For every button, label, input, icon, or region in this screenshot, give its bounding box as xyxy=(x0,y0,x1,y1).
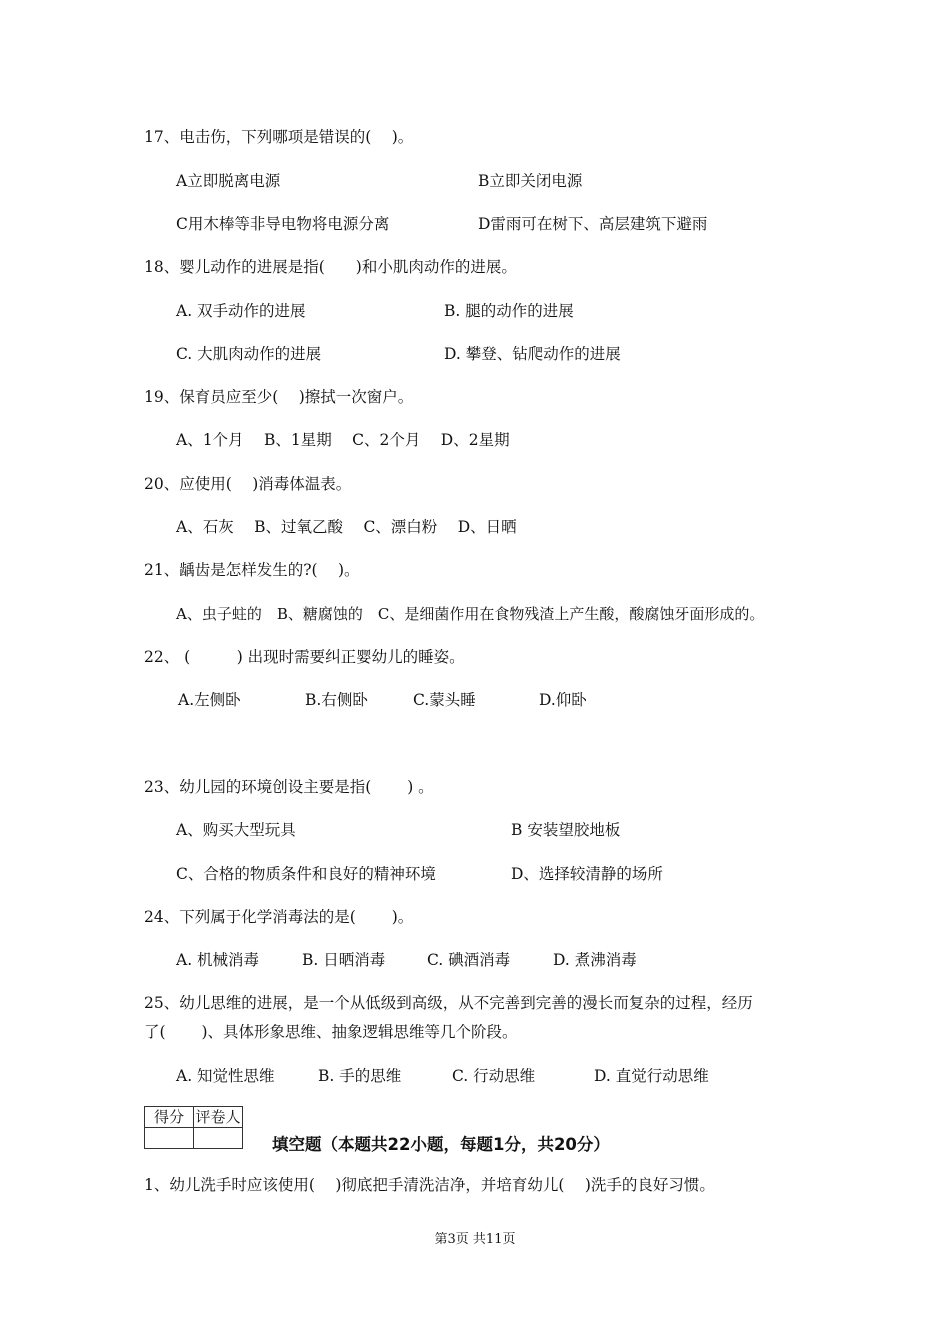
question-22-option-a: A.左侧卧 xyxy=(178,691,241,709)
score-cell xyxy=(145,1128,194,1149)
question-25-option-a: A. 知觉性思维 xyxy=(176,1067,275,1085)
question-20-options: A、石灰 B、过氧乙酸 C、漂白粉 D、日晒 xyxy=(176,518,517,536)
section-title: 填空题（本题共22小题，每题1分，共20分） xyxy=(272,1135,610,1154)
question-19-options: A、1个月 B、1星期 C、2个月 D、2星期 xyxy=(176,431,510,449)
score-header: 得分 xyxy=(145,1107,194,1128)
question-21-stem: 21、龋齿是怎样发生的?( )。 xyxy=(144,561,360,579)
question-25-stem-line-2: 了( )、具体形象思维、抽象逻辑思维等几个阶段。 xyxy=(144,1023,518,1041)
question-25-option-b: B. 手的思维 xyxy=(318,1067,402,1085)
question-17-option-b: B立即关闭电源 xyxy=(478,172,583,190)
question-23-option-b: B 安装望胶地板 xyxy=(511,821,621,839)
reviewer-header: 评卷人 xyxy=(195,1108,241,1126)
score-box xyxy=(144,1106,243,1149)
question-17-stem: 17、电击伤，下列哪项是错误的( )。 xyxy=(144,128,414,146)
question-22-option-d: D.仰卧 xyxy=(539,691,587,709)
question-23-option-d: D、选择较清静的场所 xyxy=(511,865,663,883)
question-20-stem: 20、应使用( )消毒体温表。 xyxy=(144,475,352,493)
reviewer-cell xyxy=(194,1128,243,1149)
question-18-option-b: B. 腿的动作的进展 xyxy=(444,302,574,320)
question-25-stem-line-1: 25、幼儿思维的进展，是一个从低级到高级，从不完善到完善的漫长而复杂的过程，经历 xyxy=(144,994,753,1012)
question-19-stem: 19、保育员应至少( )擦拭一次窗户。 xyxy=(144,388,414,406)
question-18-stem: 18、婴儿动作的进展是指( )和小肌肉动作的进展。 xyxy=(144,258,517,276)
question-25-option-d: D. 直觉行动思维 xyxy=(594,1067,709,1085)
question-17-option-c: C用木棒等非导电物将电源分离 xyxy=(176,215,390,233)
question-18-option-d: D. 攀登、钻爬动作的进展 xyxy=(444,345,621,363)
question-24-option-c: C. 碘酒消毒 xyxy=(427,951,511,969)
question-21-options: A、虫子蛀的 B、糖腐蚀的 C、是细菌作用在食物残渣上产生酸，酸腐蚀牙面形成的。 xyxy=(176,605,765,623)
question-25-option-c: C. 行动思维 xyxy=(452,1067,536,1085)
question-18-option-c: C. 大肌肉动作的进展 xyxy=(176,345,322,363)
question-22-stem: 22、 ( ) 出现时需要纠正婴幼儿的睡姿。 xyxy=(144,648,465,666)
page-footer: 第3页 共11页 xyxy=(434,1232,516,1247)
question-23-option-a: A、购买大型玩具 xyxy=(176,821,296,839)
question-23-option-c: C、合格的物质条件和良好的精神环境 xyxy=(176,865,436,883)
question-17-option-a: A立即脱离电源 xyxy=(176,172,281,190)
question-24-option-a: A. 机械消毒 xyxy=(176,951,260,969)
question-24-stem: 24、下列属于化学消毒法的是( )。 xyxy=(144,908,414,926)
question-24-option-b: B. 日晒消毒 xyxy=(302,951,386,969)
question-23-stem: 23、幼儿园的环境创设主要是指( ) 。 xyxy=(144,778,434,796)
question-17-option-d: D雷雨可在树下、高层建筑下避雨 xyxy=(478,215,708,233)
fill-in-question-1: 1、幼儿洗手时应该使用( )彻底把手清洗洁净，并培育幼儿( )洗手的良好习惯。 xyxy=(144,1176,715,1194)
question-22-option-c: C.蒙头睡 xyxy=(413,691,476,709)
question-18-option-a: A. 双手动作的进展 xyxy=(176,302,306,320)
question-22-option-b: B.右侧卧 xyxy=(305,691,368,709)
question-24-option-d: D. 煮沸消毒 xyxy=(553,951,637,969)
